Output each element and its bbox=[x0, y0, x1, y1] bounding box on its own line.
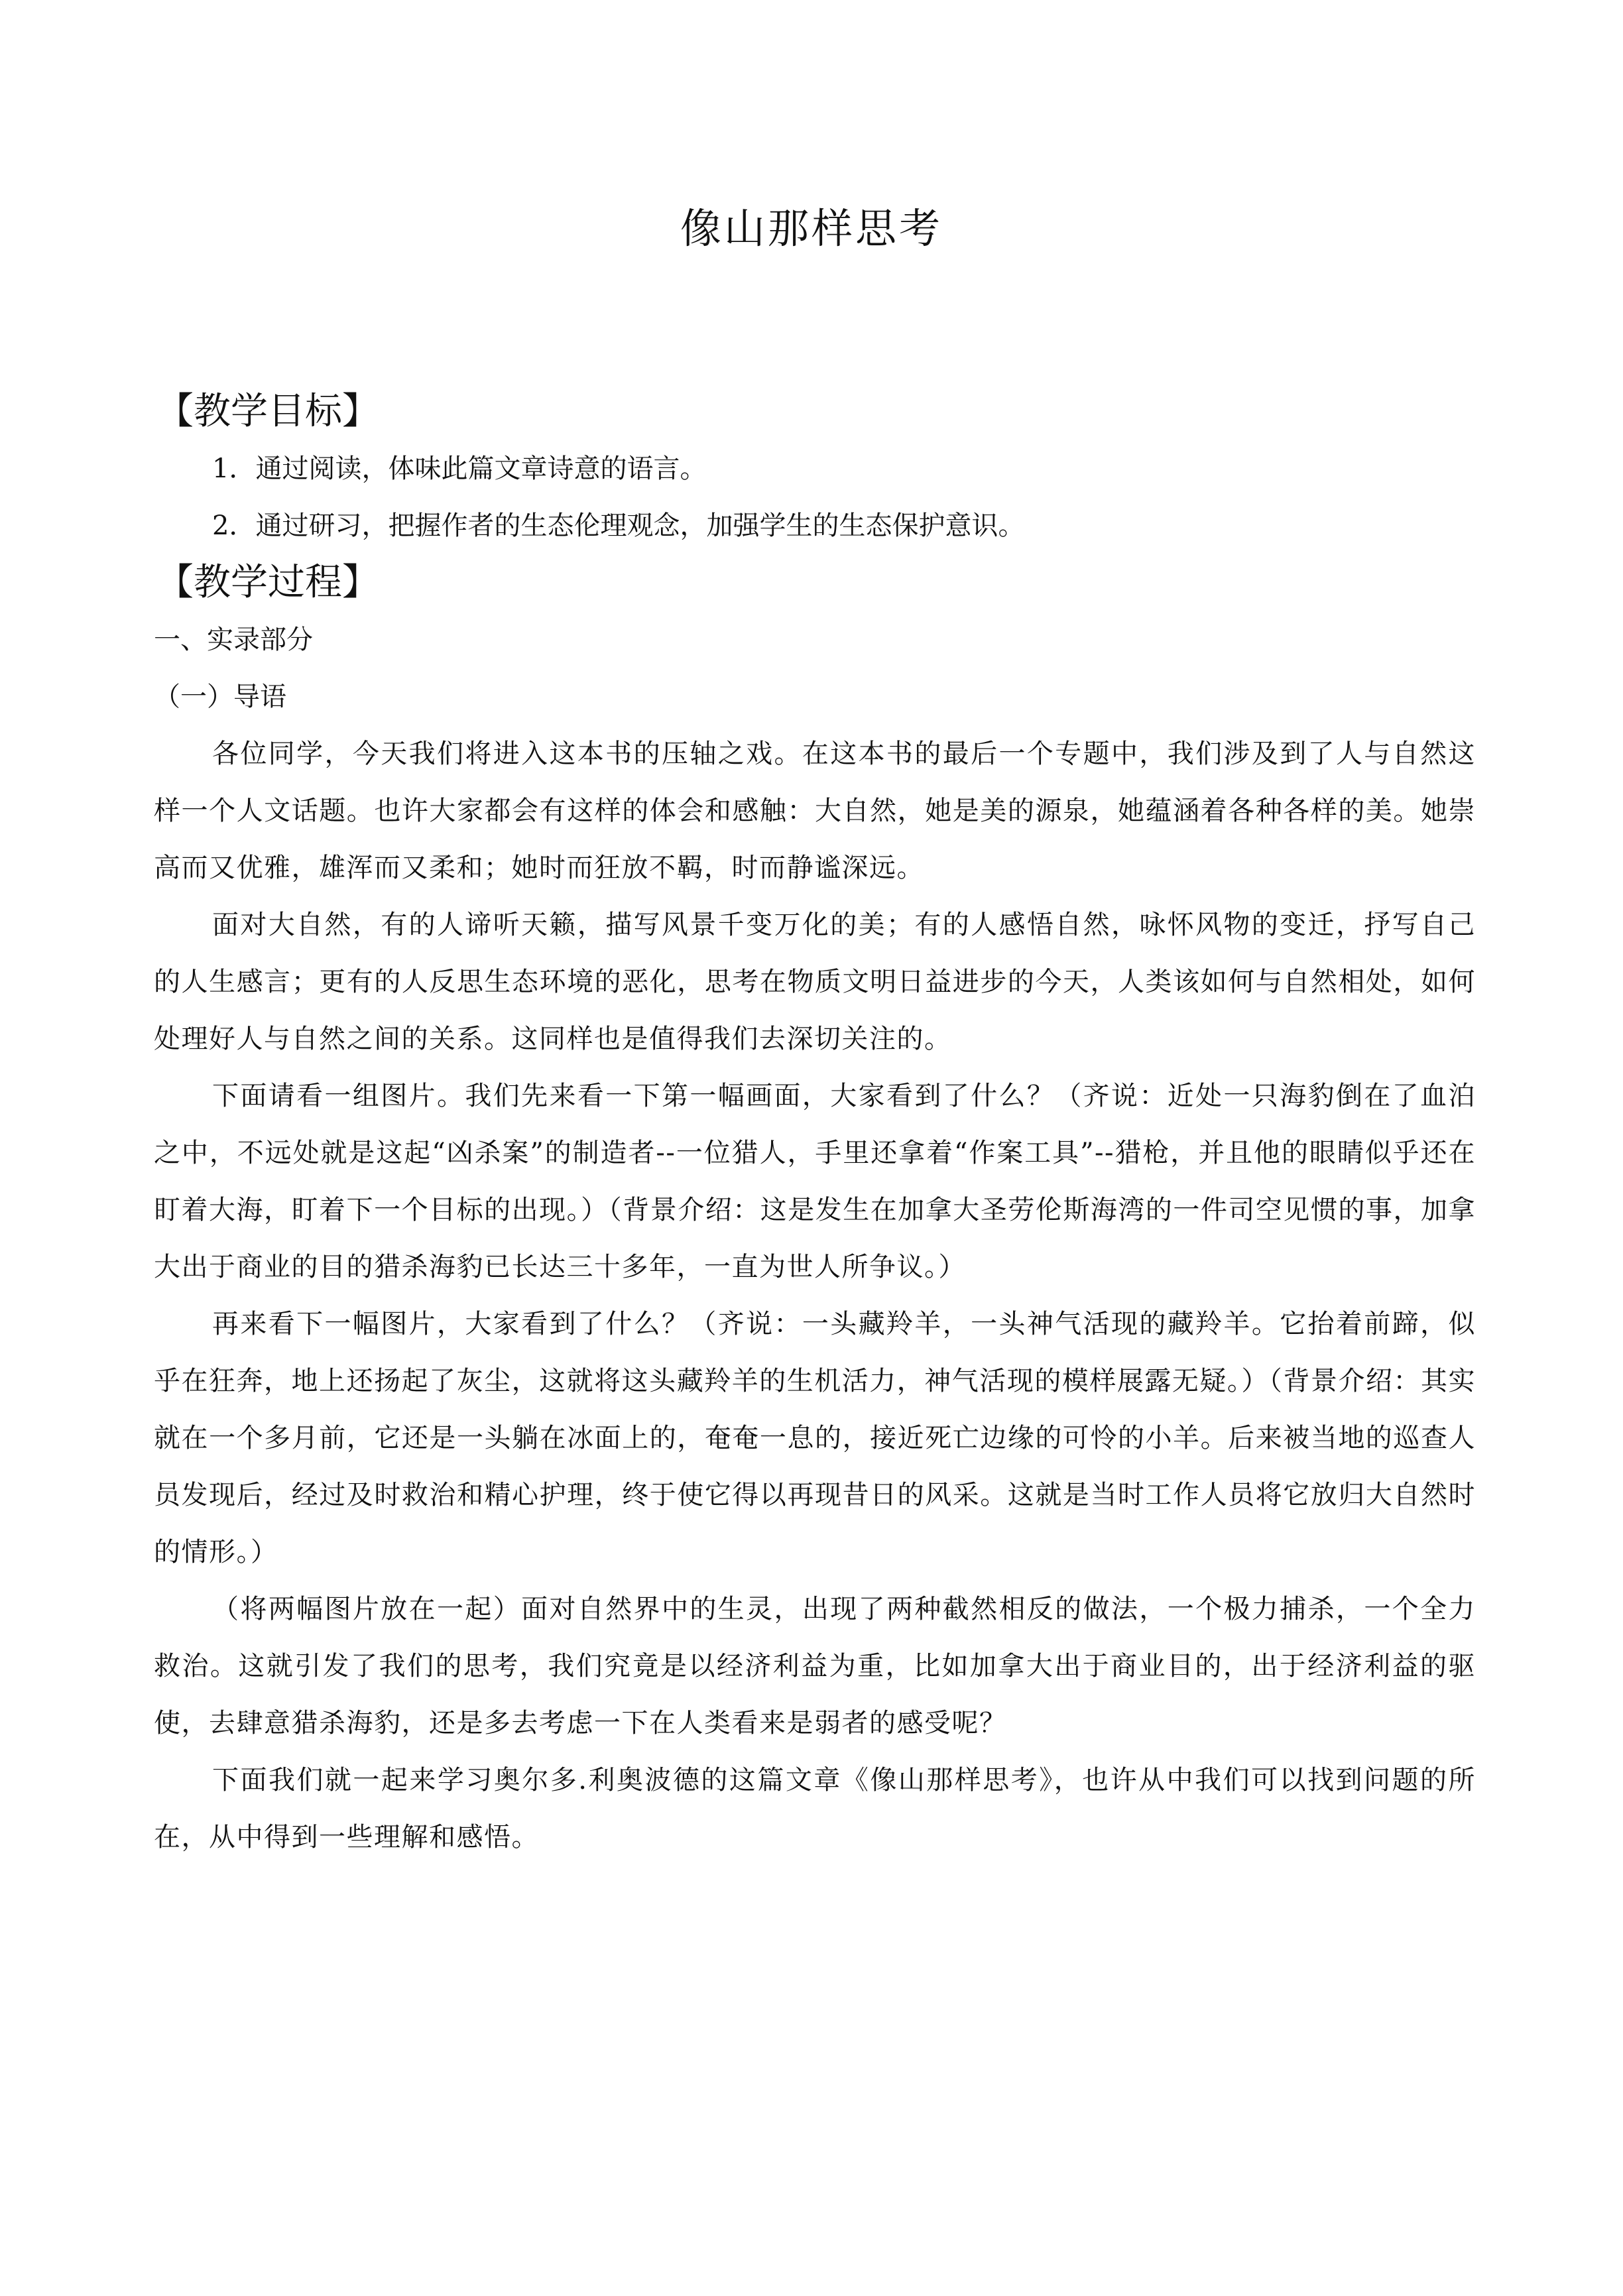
process-heading: 【教学过程】 bbox=[156, 561, 379, 604]
paragraph-6: 下面我们就一起来学习奥尔多.利奥波德的这篇文章《像山那样思考》，也许从中我们可以找到问题的所在，从中得到一些理解和感悟。 bbox=[154, 1765, 1476, 1852]
document-body bbox=[154, 383, 1476, 1866]
paragraph-2: 面对大自然，有的人谛听天籁，描写风景千变万化的美；有的人感悟自然，咏怀风物的变迁，抒写自己的人生感言；更有的人反思生态环境的恶化，思考在物质文明日益进步的今天，人类该如何与自然相处，如何处理好人与自然之间的关系。这同样也是值得我们去深切关注的。 bbox=[154, 910, 1476, 1054]
intro-heading: （一）导语 bbox=[154, 682, 286, 712]
paragraph-3: 下面请看一组图片。我们先来看一下第一幅画面，大家看到了什么？（齐说：近处一只海豹倒在了血泊之中，不远处就是这起“凶杀案”的制造者--一位猎人，手里还拿着“作案工具”--猎枪，并且他的眼睛似乎还在盯着大海，盯着下一个目标的出现。）（背景介绍：这是发生在加拿大圣劳伦斯海湾的一件司空见惯的事，加拿大出于商业的目的猎杀海豹已长达三十多年，一直为世人所争议。） bbox=[154, 1081, 1476, 1282]
paragraph-1: 各位同学，今天我们将进入这本书的压轴之戏。在这本书的最后一个专题中，我们涉及到了人与自然这样一个人文话题。也许大家都会有这样的体会和感触：大自然，她是美的源泉，她蕴涵着各种各样的美。她崇高而又优雅，雄浑而又柔和；她时而狂放不羁，时而静谧深远。 bbox=[154, 739, 1476, 883]
document-title: 像山那样思考 bbox=[680, 204, 943, 253]
goals-heading: 【教学目标】 bbox=[156, 390, 379, 433]
paragraph-5: （将两幅图片放在一起）面对自然界中的生灵，出现了两种截然相反的做法，一个极力捕杀，一个全力救治。这就引发了我们的思考，我们究竟是以经济利益为重，比如加拿大出于商业目的，出于经济利益的驱使，去肆意猎杀海豹，还是多去考虑一下在人类看来是弱者的感受呢？ bbox=[154, 1594, 1476, 1738]
part-one-heading: 一、实录部分 bbox=[154, 625, 313, 655]
paragraph-4: 再来看下一幅图片，大家看到了什么？（齐说：一头藏羚羊，一头神气活现的藏羚羊。它抬着前蹄，似乎在狂奔，地上还扬起了灰尘，这就将这头藏羚羊的生机活力，神气活现的模样展露无疑。）（背景介绍：其实就在一个多月前，它还是一头躺在冰面上的，奄奄一息的，接近死亡边缘的可怜的小羊。后来被当地的巡查人员发现后，经过及时救治和精心护理，终于使它得以再现昔日的风采。这就是当时工作人员将它放归大自然时的情形。） bbox=[154, 1309, 1476, 1567]
goal-item-1: 1．通过阅读，体味此篇文章诗意的语言。 bbox=[212, 453, 707, 484]
goal-item-2: 2．通过研习，把握作者的生态伦理观念，加强学生的生态保护意识。 bbox=[212, 511, 1025, 541]
